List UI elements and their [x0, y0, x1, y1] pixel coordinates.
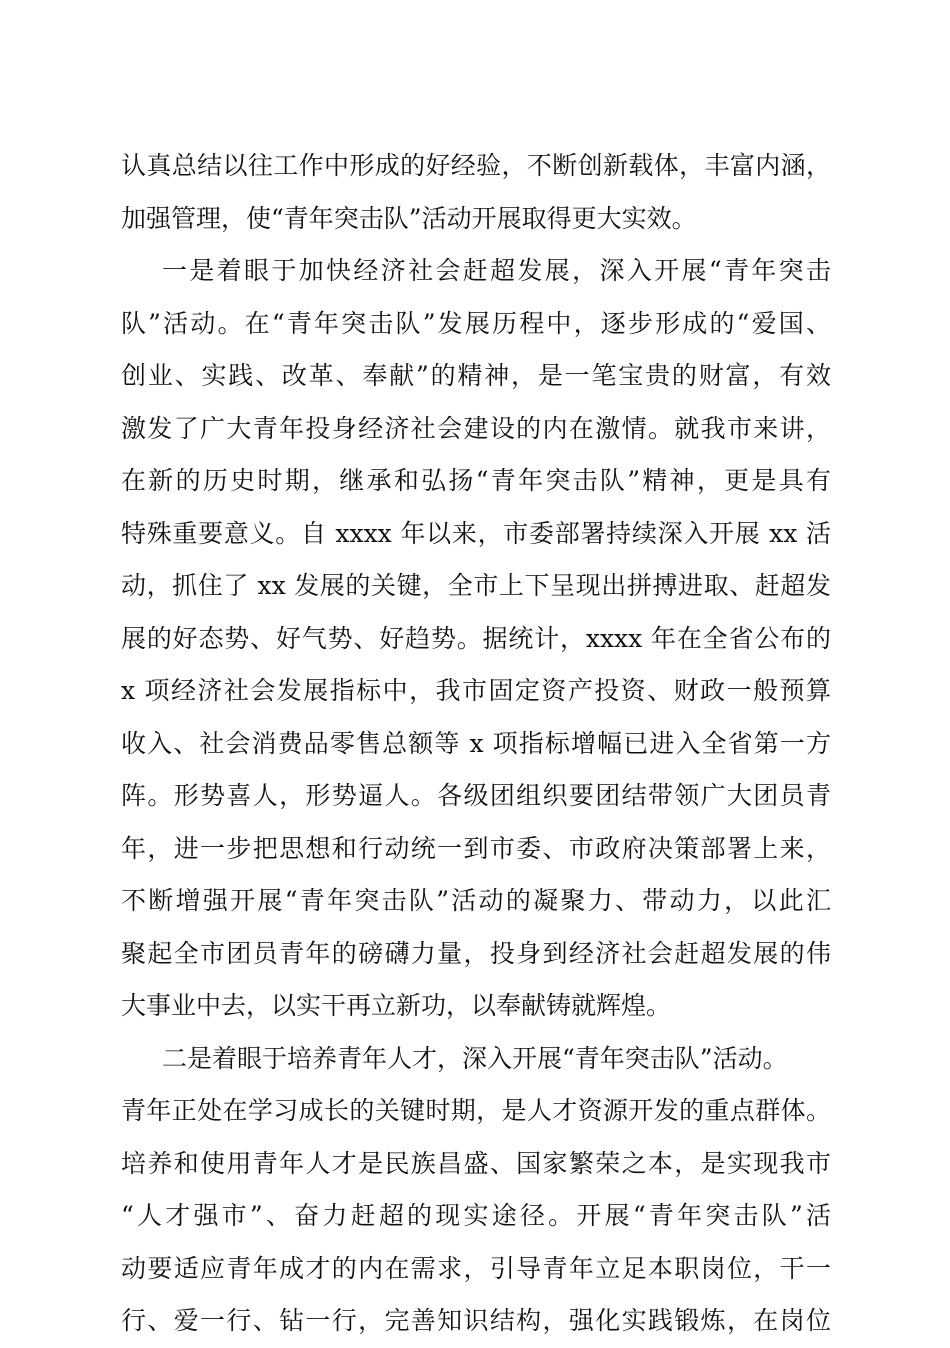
text-line: x 项经济社会发展指标中，我市固定资产投资、财政一般预算 [121, 676, 831, 705]
text-line: 行、爱一行、钻一行，完善知识结构，强化实践锻炼，在岗位 [121, 1306, 831, 1335]
text-line: 动要适应青年成才的内在需求，引导青年立足本职岗位，干一 [121, 1253, 831, 1283]
text-line: 队”活动。在“青年突击队”发展历程中，逐步形成的“爱国、 [121, 308, 831, 338]
text-line: 加强管理，使“青年突击队”活动开展取得更大实效。 [121, 203, 697, 233]
paragraph-heading-line: 二是着眼于培养青年人才，深入开展“青年突击队”活动。 [162, 1043, 788, 1073]
text-line: 阵。形势喜人，形势逼人。各级团组织要团结带领广大团员青 [121, 781, 831, 810]
text-line: 大事业中去，以实干再立新功，以奉献铸就辉煌。 [121, 991, 672, 1020]
paragraph-heading-line: 一是着眼于加快经济社会赶超发展，深入开展“青年突击 [162, 256, 831, 285]
text-line: 激发了广大青年投身经济社会建设的内在激情。就我市来讲， [121, 413, 831, 443]
text-line: “人才强市”、奋力赶超的现实途径。开展“青年突击队”活 [121, 1201, 831, 1230]
document-body [121, 140, 831, 1348]
text-line: 聚起全市团员青年的磅礴力量，投身到经济社会赶超发展的伟 [121, 938, 831, 968]
text-line: 收入、社会消费品零售总额等 x 项指标增幅已进入全省第一方 [121, 728, 831, 758]
text-line: 创业、实践、改革、奉献”的精神，是一笔宝贵的财富，有效 [121, 361, 831, 390]
text-line: 青年正处在学习成长的关键时期，是人才资源开发的重点群体。 [121, 1096, 831, 1125]
text-line: 不断增强开展“青年突击队”活动的凝聚力、带动力，以此汇 [121, 886, 831, 915]
text-line: 培养和使用青年人才是民族昌盛、国家繁荣之本，是实现我市 [121, 1148, 831, 1178]
text-line: 特殊重要意义。自 xxxx 年以来，市委部署持续深入开展 xx 活 [121, 518, 831, 548]
text-line: 认真总结以往工作中形成的好经验，不断创新载体，丰富内涵， [121, 151, 831, 180]
text-line: 动，抓住了 xx 发展的关键，全市上下呈现出拼搏进取、赶超发 [121, 571, 831, 600]
text-line: 展的好态势、好气势、好趋势。据统计，xxxx 年在全省公布的 [121, 623, 831, 653]
text-line: 在新的历史时期，继承和弘扬“青年突击队”精神，更是具有 [121, 466, 831, 495]
text-line: 年，进一步把思想和行动统一到市委、市政府决策部署上来， [121, 833, 831, 863]
